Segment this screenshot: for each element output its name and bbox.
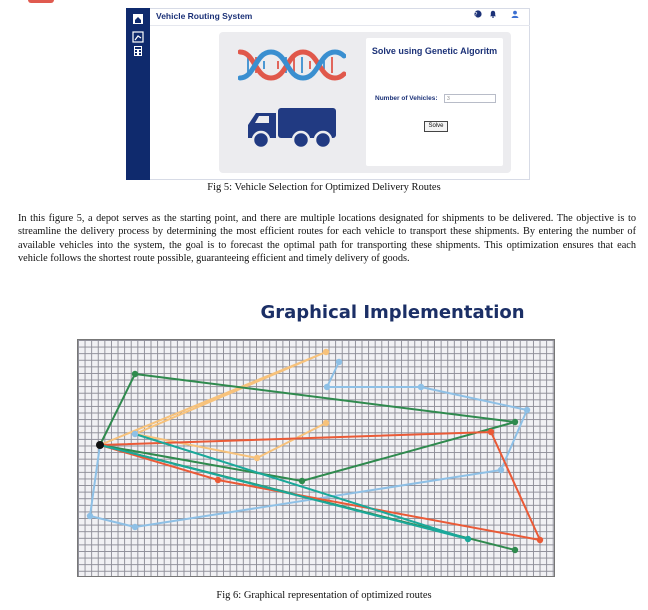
node [465, 536, 471, 542]
truck-icon [246, 106, 338, 150]
routes-diagram [77, 339, 555, 577]
node [512, 419, 518, 425]
panel-title: Solve using Genetic Algoritm [371, 46, 498, 56]
body-paragraph: In this figure 5, a depot serves as the starting point, and there are multiple locations designated for shipments to be delivered. The objective is to streamline the delivery process by determining the most efficient routes for each vehicle to transport these shipments. By entering the number of available vehicles into the system, the goal is to forecast the optimal path for transporting these shipments. This optimization ensures that each vehicle follows the shortest route possible, guaranteeing efficient and timely delivery of goods. [18, 213, 636, 265]
node [87, 513, 93, 519]
svg-text:?: ? [474, 11, 482, 18]
dna-icon [238, 48, 346, 82]
node [336, 359, 342, 365]
node [512, 547, 518, 553]
node [323, 420, 329, 426]
solve-button[interactable]: Solve [424, 121, 448, 132]
fig6-caption: Fig 6: Graphical representation of optimized routes [216, 590, 432, 601]
vehicles-label: Number of Vehicles: [375, 95, 438, 102]
app-title: Vehicle Routing System [156, 11, 253, 21]
route-red [100, 432, 540, 540]
node [524, 407, 530, 413]
node [299, 478, 305, 484]
routes-icon[interactable] [132, 31, 144, 43]
node [324, 384, 330, 390]
node [323, 349, 329, 355]
route-light-blue [90, 362, 527, 527]
bell-icon[interactable] [489, 11, 504, 20]
header-icons [474, 10, 519, 20]
node [132, 524, 138, 530]
app-sidebar [126, 8, 150, 180]
node [537, 537, 543, 543]
calculator-icon[interactable] [132, 45, 144, 57]
node [498, 467, 504, 473]
depot-node [96, 441, 104, 449]
vehicles-input[interactable] [444, 94, 496, 103]
node [132, 431, 138, 437]
user-icon[interactable] [511, 11, 519, 20]
help-icon[interactable] [474, 11, 489, 20]
node [215, 477, 221, 483]
logo-fragment [28, 0, 54, 3]
node [132, 371, 138, 377]
node [488, 429, 494, 435]
graphical-implementation-title: Graphical Implementation [260, 302, 525, 323]
node [418, 384, 424, 390]
node [254, 455, 260, 461]
home-icon[interactable] [132, 13, 144, 25]
fig5-caption: Fig 5: Vehicle Selection for Optimized Delivery Routes [207, 182, 441, 193]
header-divider [150, 25, 530, 26]
